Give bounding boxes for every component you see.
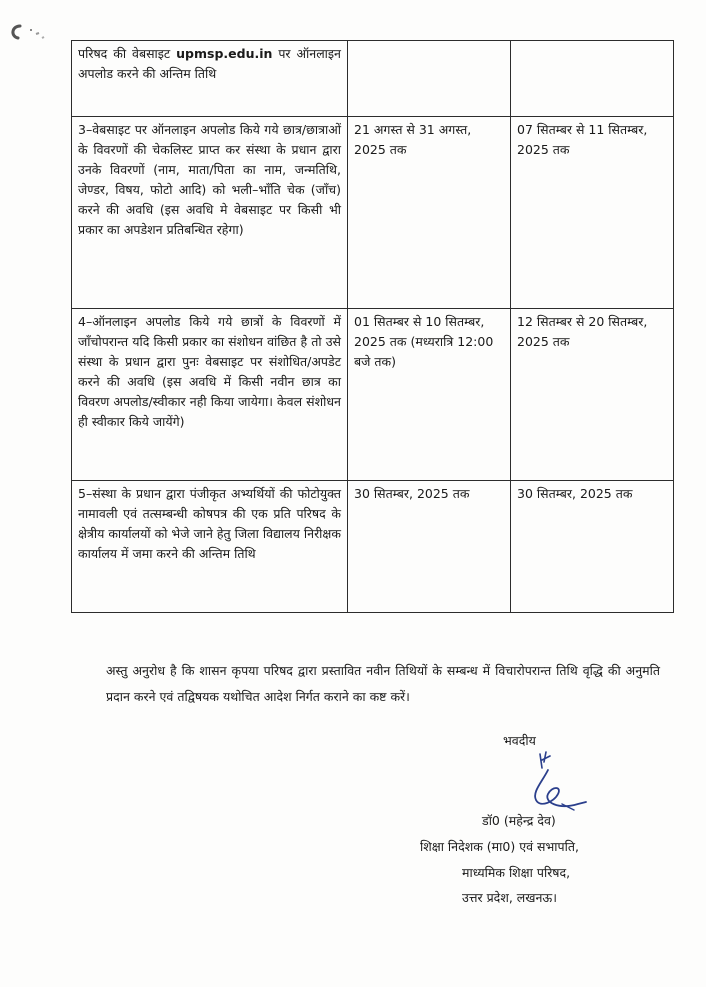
table-row — [72, 117, 674, 309]
table-cell-proposed-date — [511, 41, 674, 117]
request-paragraph-text: अस्तु अनुरोध है कि शासन कृपया परिषद द्वारा प्रस्तावित नवीन तिथियों के सम्बन्ध में विचारोपरान्त तिथि वृद्धि की अनुमति प्रदान करने एवं तद्विषयक यथोचित आदेश निर्गत कराने का कष्ट करें। — [106, 663, 660, 704]
table-cell-current-date: 21 अगस्त से 31 अगस्त, 2025 तक — [348, 117, 511, 309]
table-cell-current-date: 30 सितम्बर, 2025 तक — [348, 481, 511, 613]
table-cell-activity: 5–संस्था के प्रधान द्वारा पंजीकृत अभ्यर्थियों की फोटोयुक्त नामावली एवं तत्सम्बन्धी कोषपत्र की एक प्रति परिषद के क्षेत्रीय कार्यालयों को भेजे जाने हेतु जिला विद्यालय निरीक्षक कार्यालय में जमा करने की अन्तिम तिथि — [72, 481, 348, 613]
table-cell-proposed-date: 12 सितम्बर से 20 सितम्बर, 2025 तक — [511, 309, 674, 481]
table-cell-current-date: 01 सितम्बर से 10 सितम्बर, 2025 तक (मध्यरात्रि 12:00 बजे तक) — [348, 309, 511, 481]
handwritten-signature — [518, 748, 588, 818]
table-row — [72, 41, 674, 117]
table-cell-activity: परिषद की वेबसाइट upmsp.edu.in पर ऑनलाइन अपलोड करने की अन्तिम तिथि — [72, 41, 348, 117]
table-row — [72, 481, 674, 613]
request-paragraph — [106, 658, 660, 710]
schedule-table — [71, 40, 674, 613]
website-url-text: upmsp.edu.in — [176, 46, 273, 61]
table-cell-proposed-date: 30 सितम्बर, 2025 तक — [511, 481, 674, 613]
table-cell-activity: 4–ऑनलाइन अपलोड किये गये छात्रों के विवरणों में जाँचोपरान्त यदि किसी प्रकार का संशोधन वांछित है तो उसे संस्था के प्रधान द्वारा पुनः वेबसाइट पर संशोधित/अपडेट करने की अवधि (इस अवधि में किसी नवीन छात्र का विवरण अपलोड/स्वीकार नही किया जायेगा। केवल संशोधन ही स्वीकार किये जायेंगे) — [72, 309, 348, 481]
closing-salutation: भवदीय — [503, 733, 536, 748]
table-cell-current-date — [348, 41, 511, 117]
corner-scribble-mark — [6, 18, 50, 48]
table-cell-proposed-date: 07 सितम्बर से 11 सितम्बर, 2025 तक — [511, 117, 674, 309]
table-cell-activity: 3–वेबसाइट पर ऑनलाइन अपलोड किये गये छात्र/छात्राओं के विवरणों की चेकलिस्ट प्राप्त कर संस्था के प्रधान द्वारा उनके विवरणों (नाम, माता/पिता का नाम, जन्मतिथि, जेण्डर, विषय, फोटो आदि) को भली–भाँति चेक (जाँच) करने की अवधि (इस अवधि मे वेबसाइट पर किसी भी प्रकार का अपडेशन प्रतिबन्धित रहेगा) — [72, 117, 348, 309]
signatory-location: उत्तर प्रदेश, लखनऊ। — [462, 890, 557, 905]
table-row — [72, 309, 674, 481]
signatory-name: डॉ0 (महेन्द्र देव) — [482, 813, 556, 828]
signatory-organization: माध्यमिक शिक्षा परिषद, — [462, 865, 571, 880]
signatory-designation: शिक्षा निदेशक (मा0) एवं सभापति, — [420, 839, 579, 854]
